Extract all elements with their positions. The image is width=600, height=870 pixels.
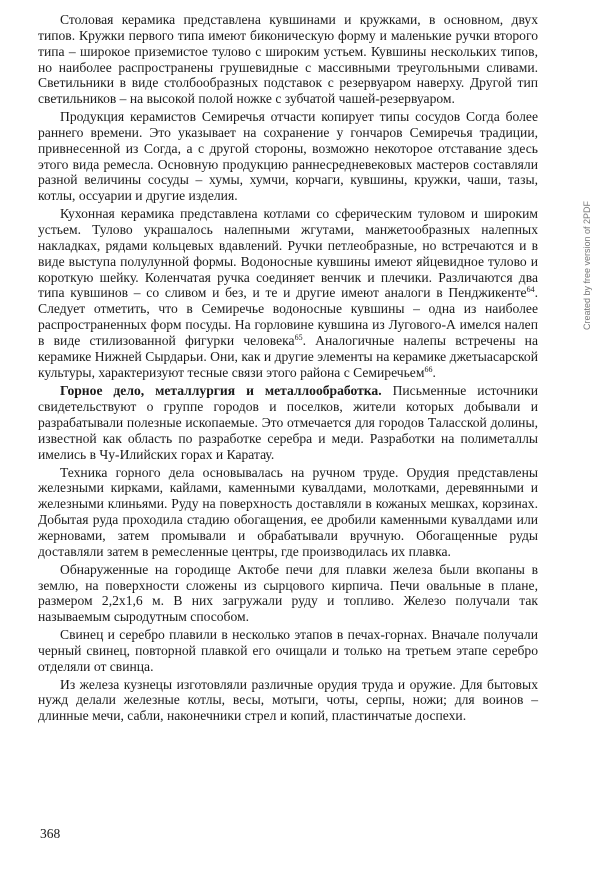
paragraph-kitchen-ceramics bbox=[38, 206, 538, 380]
paragraph-tableware: Столовая керамика представлена кувшинами и кружками, в основном, двух типов. Кружки первого типа имеют биконическую форму и маленькие ручки второго типа – широкое приземистое тулово с широким устьем. Кувшины нескольких типов, но наиболее распространены грушевидные с массивными треугольными сливами. Светильники в виде столбообразных подставок с резервуаром наверху. Другой тип светильников – на высокой полой ножке с зубчатой чашей-резервуаром. bbox=[38, 12, 538, 107]
section-heading: Горное дело, металлургия и металлообработка. bbox=[60, 383, 382, 399]
footnote-ref: 65 bbox=[294, 332, 303, 342]
page-body bbox=[38, 12, 538, 724]
paragraph-text: Кухонная керамика представлена котлами со сферическим туловом и широким устьем. Тулово украшалось налепными жгутами, манжетообразных налепных накладках, рядами кольцевых вдавлений. Ручки петлеобразные, но встречаются и в виде выступа полулунной формы. Водоносные кувшины имеют яйцевидное тулово и короткую шейку. Коленчатая ручка соединяет венчик и плечики. Различаются два типа кувшинов – со сливом и без, и те и другие имеют аналоги в Пенджикенте bbox=[38, 206, 538, 301]
paragraph-semirechye-production: Продукция керамистов Семиречья отчасти копирует типы сосудов Согда более раннего времени. Это указывает на сохранение у гончаров Семиречья традиции, привнесенной из Согда, а с другой стороны, возможно некоторое отставание здесь этого вида ремесла. Основную продукцию раннесредневековых мастеров составляли разной величины сосуды – хумы, хумчи, корчаги, кувшины, кружки, чаши, тазы, котлы, оссуарии и другие изделия. bbox=[38, 109, 538, 204]
footnote-ref: 66 bbox=[424, 364, 433, 374]
paragraph-text: Письменные источники свидетельствуют о группе городов и поселков, жители которых добывали и разрабатывали полезные ископаемые. Это отмечается для городов Таласской долины, известной как область по разработке серебра и меди. Разработки на полиметаллы имелись в Чу-Илийских горах и Каратау. bbox=[38, 383, 538, 462]
paragraph-blacksmiths: Из железа кузнецы изготовляли различные орудия труда и оружие. Для бытовых нужд делали железные котлы, весы, мотыги, чоты, серпы, ножи; для воинов – длинные мечи, сабли, наконечники стрел и копий, пластинчатые доспехи. bbox=[38, 676, 538, 724]
footnote-ref: 64 bbox=[526, 285, 535, 295]
watermark: Created by free version of 2PDF bbox=[582, 200, 592, 330]
page-number: 368 bbox=[40, 826, 61, 841]
paragraph-mining bbox=[38, 383, 538, 462]
paragraph-text: . Аналогичные налепы встречены на керамике Нижней Сырдарьи. Они, как и другие элементы на керамике джетыасарской культуры, характеризуют тесные связи этого района с Семиречьем bbox=[38, 332, 538, 380]
paragraph-text: . bbox=[432, 364, 436, 380]
paragraph-text: . Следует отметить, что в Семиречье водоносные кувшины – одна из наиболее распространенных форм посуды. На горловине кувшина из Лугового-А имелся налеп в виде стилизованной фигурки человека bbox=[38, 285, 538, 348]
paragraph-iron-furnaces: Обнаруженные на городище Актобе печи для плавки железа были вкопаны в землю, на поверхности сложены из сырцового кирпича. Печи овальные в плане, размером 2,2х1,6 м. В них загружали руду и топливо. Железо получали так называемым сыродутным способом. bbox=[38, 561, 538, 625]
paragraph-mining-technique: Техника горного дела основывалась на ручном труде. Орудия представлены железными кирками, кайлами, каменными кувалдами, молотками, деревянными и железными клиньями. Руду на поверхность доставляли в кожаных мешках, корзинах. Добытая руда проходила стадию обогащения, ее дробили каменными кувалдами или жерновами, затем промывали и обрабатывали вручную. Обогащенные руды доставляли затем в ремесленные центры, где производилась их плавка. bbox=[38, 464, 538, 559]
paragraph-lead-silver: Свинец и серебро плавили в несколько этапов в печах-горнах. Вначале получали черный свинец, повторной плавкой его очищали и только на третьем этапе серебро отделяли от свинца. bbox=[38, 627, 538, 674]
